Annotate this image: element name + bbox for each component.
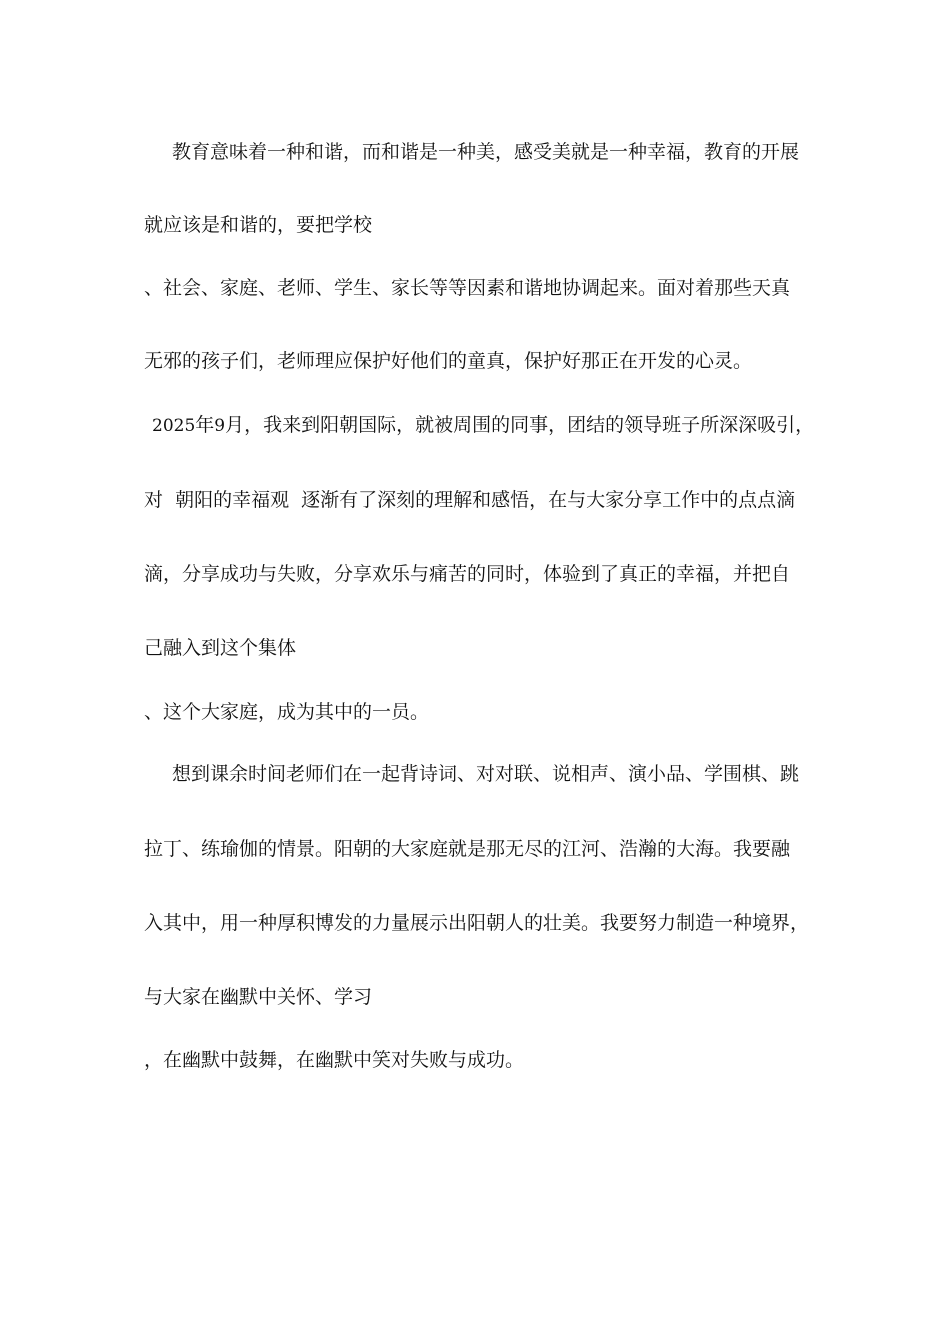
month-number: 9 xyxy=(214,416,226,436)
text-line-11: 拉丁、练瑜伽的情景。阳朝的大家庭就是那无尽的江河、浩瀚的大海。我要融 xyxy=(144,838,791,860)
text-line-4: 无邪的孩子们，老师理应保护好他们的童真，保护好那正在开发的心灵。 xyxy=(144,350,753,372)
year-number: 2025 xyxy=(152,416,196,436)
year-char: 年 xyxy=(195,414,215,436)
text-line-7: 滴，分享成功与失败，分享欢乐与痛苦的同时，体验到了真正的幸福，并把自 xyxy=(144,563,791,585)
text-line-2: 就应该是和谐的，要把学校 xyxy=(144,214,373,236)
text-line-12: 入其中，用一种厚积博发的力量展示出阳朝人的壮美。我要努力制造一种境界， xyxy=(144,912,810,934)
text-line-3: 、社会、家庭、老师、学生、家长等等因素和谐地协调起来。面对着那些天真 xyxy=(144,277,791,299)
text-line-1: 教育意味着一种和谐，而和谐是一种美，感受美就是一种幸福，教育的开展 xyxy=(172,141,800,163)
text-line-6: 对 朝阳的幸福观 逐渐有了深刻的理解和感悟，在与大家分享工作中的点点滴 xyxy=(144,489,796,511)
text-line-8: 己融入到这个集体 xyxy=(144,637,297,659)
text-line-14: ，在幽默中鼓舞，在幽默中笑对失败与成功。 xyxy=(144,1049,525,1071)
text-line-5 xyxy=(152,413,814,438)
line-5-rest: 月，我来到阳朝国际，就被周围的同事，团结的领导班子所深深吸引， xyxy=(225,414,815,436)
text-line-13: 与大家在幽默中关怀、学习 xyxy=(144,986,373,1008)
text-line-10: 想到课余时间老师们在一起背诗词、对对联、说相声、演小品、学围棋、跳 xyxy=(172,763,800,785)
text-line-9: 、这个大家庭，成为其中的一员。 xyxy=(144,701,430,723)
